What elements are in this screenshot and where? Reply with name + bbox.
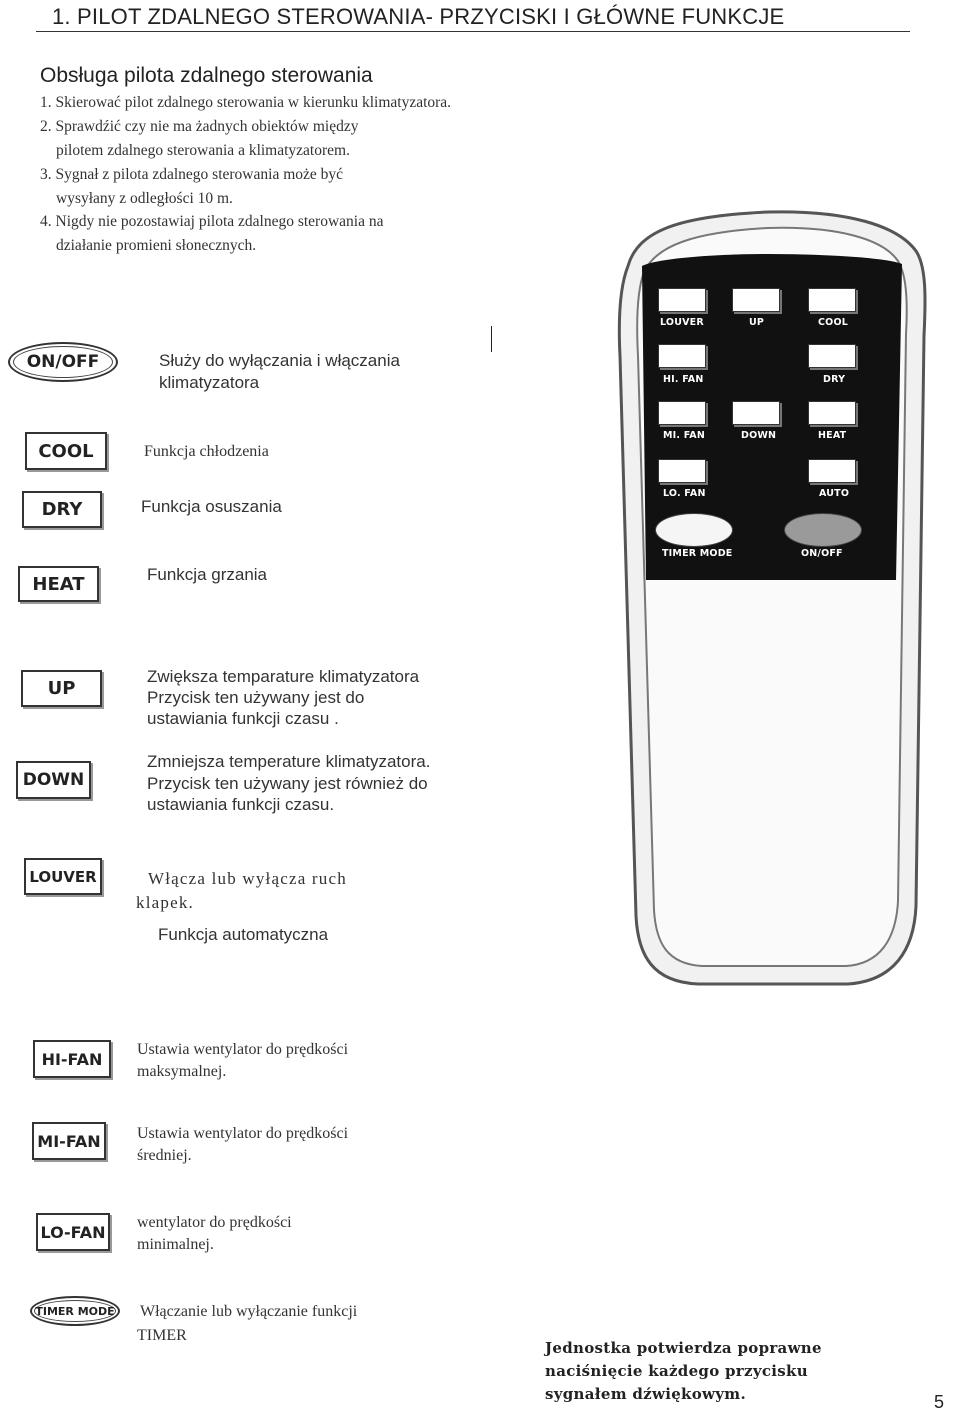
text-cursor-mark [491, 326, 492, 352]
cool-icon: COOL [25, 432, 107, 470]
intro-line-7: działanie promieni słonecznych. [56, 237, 257, 254]
remote-auto-label: AUTO [819, 488, 850, 499]
remote-up-label: UP [749, 317, 765, 328]
remote-timer-mode-button [655, 513, 733, 547]
remote-down-button [732, 401, 780, 425]
cool-desc: Funkcja chłodzenia [144, 443, 269, 460]
intro-line-2: 2. Sprawdźić czy nie ma żadnych obiektów między [40, 118, 359, 135]
hi-fan-desc-2: maksymalnej. [137, 1063, 227, 1080]
intro-line-3: pilotem zdalnego sterowania a klimatyzatorem. [56, 142, 350, 159]
timer-mode-icon [30, 1296, 120, 1326]
remote-lo-fan-button [658, 459, 706, 483]
intro-line-5: wysyłany z odległości 10 m. [56, 190, 233, 207]
up-desc-2: Przycisk ten używany jest do [147, 688, 365, 707]
remote-up-button [732, 288, 780, 312]
mi-fan-desc-1: Ustawia wentylator do prędkości [137, 1125, 349, 1142]
heat-desc: Funkcja grzania [147, 565, 268, 584]
remote-down-label: DOWN [741, 430, 777, 441]
remote-heat-label: HEAT [818, 430, 847, 441]
down-icon: DOWN [16, 761, 91, 799]
remote-louver-button [658, 288, 706, 312]
timer-mode-icon-label: TIMER MODE [34, 1300, 116, 1322]
down-desc-2: Przycisk ten używany jest również do [147, 774, 428, 793]
auto-desc: Funkcja automatyczna [158, 925, 329, 944]
remote-dry-button [808, 344, 856, 368]
remote-hi-fan-label: HI. FAN [663, 374, 704, 385]
lo-fan-icon: LO-FAN [36, 1213, 110, 1251]
remote-onoff-button [784, 513, 862, 547]
onoff-icon [8, 342, 118, 382]
intro-line-1: 1. Skierować pilot zdalnego sterowania w kierunku klimatyzatora. [40, 94, 452, 111]
title-underline [36, 31, 910, 32]
remote-mi-fan-label: MI. FAN [663, 430, 706, 441]
intro-line-4: 3. Sygnał z pilota zdalnego sterowania może być [40, 166, 344, 183]
down-desc-3: ustawiania funkcji czasu. [147, 795, 335, 814]
remote-onoff-label: ON/OFF [801, 548, 843, 559]
page-number: 5 [934, 1392, 945, 1412]
onoff-icon-label: ON/OFF [13, 346, 113, 378]
onoff-desc-1: Służy do wyłączania i włączania [159, 351, 400, 370]
remote-cool-button [808, 288, 856, 312]
remote-cool-label: COOL [818, 317, 848, 328]
louver-desc-2: klapek. [136, 893, 194, 912]
mi-fan-desc-2: średniej. [137, 1147, 192, 1164]
up-icon: UP [21, 670, 102, 707]
page-title: 1. PILOT ZDALNEGO STEROWANIA- PRZYCISKI I GŁÓWNE FUNKCJE [52, 4, 785, 29]
mi-fan-icon: MI-FAN [32, 1122, 106, 1160]
dry-desc: Funkcja osuszania [141, 497, 282, 516]
remote-louver-label: LOUVER [660, 317, 704, 328]
remote-lo-fan-label: LO. FAN [663, 488, 706, 499]
beep-note-line-1: Jednostka potwierdza poprawne [545, 1339, 822, 1357]
lo-fan-desc-2: minimalnej. [137, 1236, 214, 1253]
remote-dry-label: DRY [823, 374, 846, 385]
beep-note [545, 1337, 822, 1406]
up-desc-3: ustawiania funkcji czasu . [147, 709, 339, 728]
louver-desc-1: Włącza lub wyłącza ruch [148, 869, 347, 888]
timer-desc-2: TIMER [137, 1327, 187, 1344]
hi-fan-icon: HI-FAN [33, 1040, 111, 1078]
remote-hi-fan-button [658, 344, 706, 368]
remote-heat-button [808, 401, 856, 425]
timer-desc-1: Włączanie lub wyłączanie funkcji [140, 1303, 358, 1320]
louver-icon: LOUVER [24, 858, 102, 895]
heat-icon: HEAT [18, 566, 99, 602]
remote-auto-button [808, 459, 856, 483]
beep-note-line-3: sygnałem dźwiękowym. [545, 1385, 746, 1403]
intro-line-6: 4. Nigdy nie pozostawiaj pilota zdalnego sterowania na [40, 213, 384, 230]
intro-heading: Obsługa pilota zdalnego sterowania [40, 64, 373, 87]
up-desc-1: Zwiększa temparature klimatyzatora [147, 667, 420, 686]
lo-fan-desc-1: wentylator do prędkości [137, 1214, 292, 1231]
down-desc-1: Zmniejsza temperature klimatyzatora. [147, 752, 431, 771]
beep-note-line-2: naciśnięcie każdego przycisku [545, 1362, 808, 1380]
remote-timer-mode-label: TIMER MODE [662, 548, 733, 559]
remote-mi-fan-button [658, 401, 706, 425]
dry-icon: DRY [22, 491, 102, 528]
onoff-desc-2: klimatyzatora [159, 373, 260, 392]
hi-fan-desc-1: Ustawia wentylator do prędkości [137, 1041, 349, 1058]
